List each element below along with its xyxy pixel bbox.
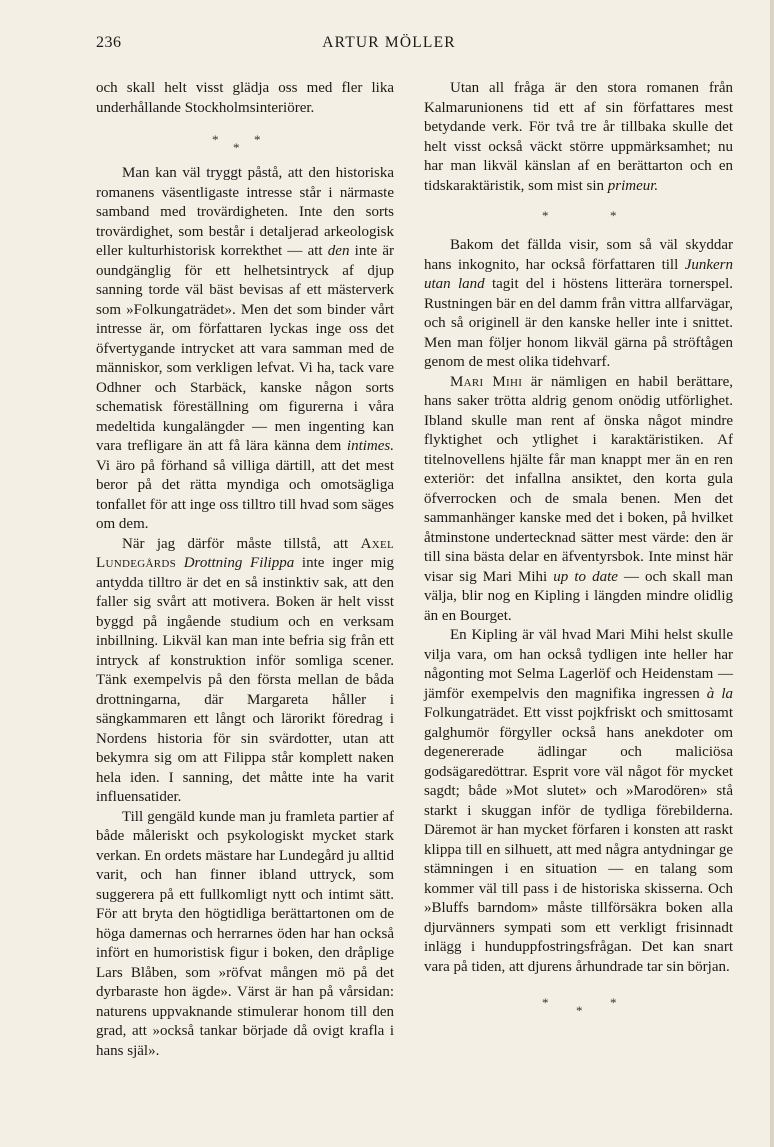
text-run: tagit del i höstens litterära tornerspel. Rustningen bär en del damm från vittra allfarvägar, och så originell är den kanske heller inte i snittet. Men man följer honom likväl gärna på ströftågen genom de mest olika tidehvarf. <box>424 276 734 370</box>
emphasis: den <box>327 243 350 259</box>
asterisk: * <box>542 995 549 1010</box>
asterisk: * <box>254 132 261 147</box>
emphasis: primeur. <box>607 177 659 194</box>
right-column <box>424 79 733 1023</box>
paragraph <box>424 626 733 977</box>
text-run: En Kipling är väl hvad Mari Mihi helst skulle vilja vara, om han också tydligen inte heller har någonting mot Selma Lagerlöf och Heidenstam — jämför exempelvis den magnifika ingressen <box>424 627 733 702</box>
paragraph <box>96 535 394 808</box>
text-run: Folkungaträdet. Ett visst pojkfriskt och smittosamt galghumör förgyller också hans anekdoter om degenererade ädlingar och maliciösa godsägaredöttrar. Esprit vore väl något för mycket sagdt; både »Mot slutet» och »Marodören» stå starkt i skuggan inför de tydliga förebilderna. Däremot är han mycket förfaren i konsten att raskt klippa till en silhuett, att med några antydningar ge stämningen i en situation — en talang som kommer väl till pass i de historiska skisserna. Och »Bluffs barndom» måste tillförsäkra boken alla djurvänners sympati som ett verkligt frisinnadt inlägg i hunduppfostringsfrågan. Det kan snart vara på tiden, att djurens århundrade tar sin början. <box>424 705 733 975</box>
left-column <box>96 79 394 1061</box>
paragraph <box>96 164 394 535</box>
page-header <box>96 34 682 58</box>
emphasis: intimes. <box>346 438 394 454</box>
text-run: Utan all fråga är den stora romanen från Kalmarunionens tid ett af sin författares mest betydande verk. För två tre år tillbaka skulle det helt visst också väckt större uppmärksamhet; nu har man likväl känslan af en berättarton och en tidskaraktäristik, som mist sin <box>424 80 733 194</box>
text-run: inte inger mig antydda tilltro är det en så instinktiv sak, att den faller sig svårt att motivera. Boken är helt visst byggd på ingående studium och en verksam inbillning. Likväl kan man inte befria sig från ett intryck af konstruktion inför somliga scener. Tänk exempelvis på den första mellan de båda drottningarna, där Margareta håller i sängkammaren ett långt och lärorikt föredrag i Nordens historia för sin svärdotter, utan att bekymra sig om att Filippa står komplett naken hela iden. I sanning, det måtte inte ha varit influensatider. <box>96 555 395 805</box>
emphasis: à la <box>706 685 734 702</box>
text-run: När jag därför måste tillstå, att <box>122 535 361 552</box>
asterisk: * <box>212 132 219 147</box>
section-separator <box>424 983 733 1023</box>
text-run: — och skall man välja, blir nog en Kipling i längden mindre olidlig än en Bourget. <box>424 568 733 624</box>
page-number: 236 <box>96 34 122 51</box>
book-title: Junkern utan land <box>424 256 733 292</box>
running-head: ARTUR MÖLLER <box>322 34 456 51</box>
asterisk: * <box>610 995 617 1010</box>
paragraph: Till gengäld kunde man ju framleta partier af både måleriskt och psykologiskt mycket stark verkan. En ordets mästare har Lundegård ju alltid varit, och han finner ibland uttryck, som suggerera på ett fullkomligt nytt och intimt sätt. För att bryta den högtidliga berättartonen om de höga damernas och herrarnes öden har han också infört en humoristisk figur i boken, den dråplige Lars Blåben, som »röfvat mången mö på det dyrbaraste hon ägde». Värst är han på vårsidan: naturens uppvaknande stimulerar honom till den grad, att »också tankar började då ovigt krafla i hans själ». <box>96 808 394 1059</box>
asterisk: * <box>542 208 549 223</box>
paragraph <box>424 373 733 627</box>
paragraph: och skall helt visst glädja oss med fler lika underhållande Stockholmsinteriörer. <box>96 80 394 116</box>
emphasis: up to date <box>553 568 618 585</box>
section-separator <box>424 196 733 236</box>
book-title: Drottning Filippa <box>183 555 295 571</box>
asterisk: * <box>610 208 617 223</box>
text-run: inte är oundgänglig för ett helhetsintryck af djup sanning torde väl bäst bevisas af ett mästerverk som »Folkungaträdet». Men det som binder vårt intresse är, om författaren lyckas inge oss det öfvertygande intrycket att vara samman med de människor, som verkligen lefvat. Vi ha, tack vare Odhner och Starbäck, kanske någon sorts schematisk föreställning om figurerna i våra medeltida kungalängder — men ingenting kan vara trefligare än att få lära känna dem <box>96 243 394 454</box>
author-name: Axel Lundegårds <box>96 535 394 571</box>
text-run: Bakom det fällda visir, som så väl skyddar hans inkognito, har också författaren till <box>424 237 733 273</box>
author-name: Mari Mihi <box>450 373 523 390</box>
paragraph <box>424 79 733 196</box>
asterisk: * <box>233 140 240 155</box>
text-run: är nämligen en habil berättare, hans saker trötta aldrig genom onödig utförlighet. Ibland skulle man rent af önska något mindre flyktighet och ytlighet i karaktäristiken. Af titelnovellens hjälte får man knappt mer än en ren exteriör: det infallna ansiktet, den korta gula öfverrocken och de smala benen. Men det sammanhänger kanske med det i boken, på hvilket åtminstone undertecknad sätter mest värde: den är till sina bästa delar en äfventyrsbok. Inte minst här visar sig Mari Mihi <box>424 373 733 585</box>
page-edge <box>770 0 774 1147</box>
section-separator <box>96 118 394 164</box>
paragraph <box>424 236 733 373</box>
text-run: Vi äro på förhand så villiga därtill, att det mest beror på det rätta myndiga och omotsägliga tonfallet för att inge oss tilltro till hvad som säges om dem. <box>96 457 394 532</box>
asterisk: * <box>576 1003 583 1018</box>
text-run: Man kan väl tryggt påstå, att den historiska romanens väsentligaste intresse står i närmaste samband med trovärdigheten. Inte den sorts trovärdighet, som består i detaljerad arkeologisk eller kulturhistorisk korrekthet — att <box>96 165 394 259</box>
